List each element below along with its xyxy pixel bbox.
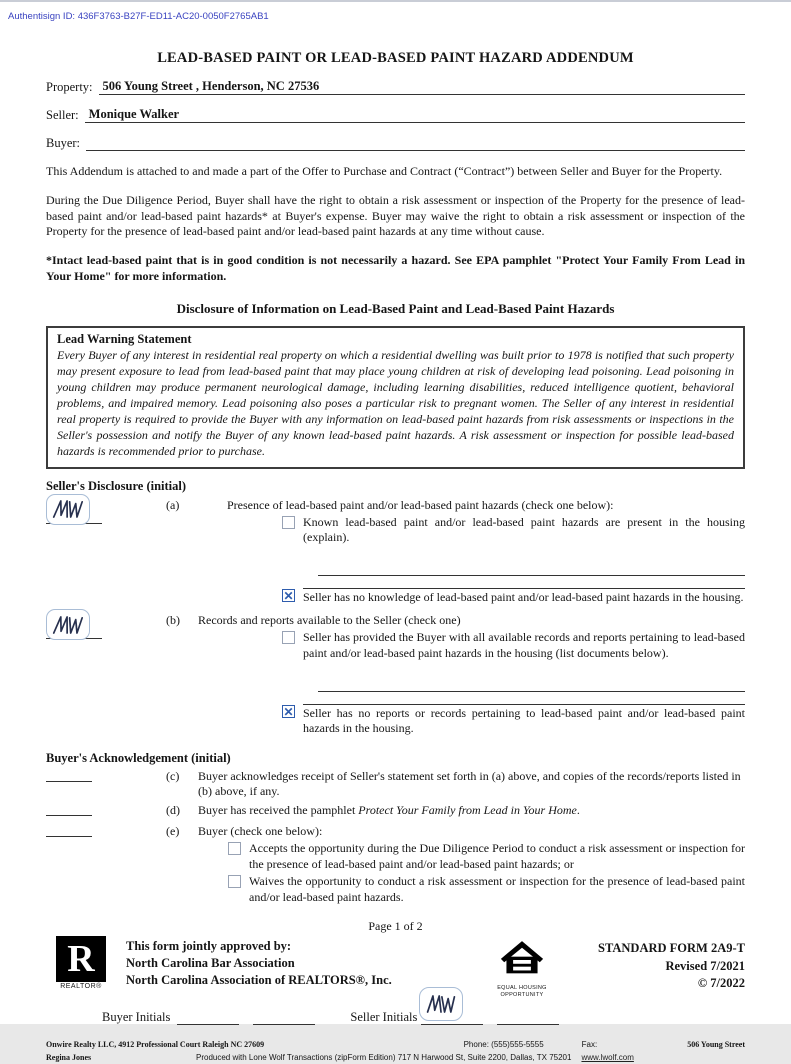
buyer-row (46, 135, 745, 151)
initials-row (102, 1009, 745, 1025)
buyer-field[interactable] (86, 135, 745, 151)
paragraph-due-diligence: During the Due Diligence Period, Buyer shall have the right to obtain a risk assessment or inspection of the Property for the presence of lead-based paint and/or lead-based paint hazards* at Buyer's expense. Buyer may waive the right to obtain a risk assessment or inspection of the Property for the presence of lead-based paint and/or lead-based paint hazards at any time without cause. (46, 192, 745, 239)
item-b-option-no-records (282, 704, 745, 737)
item-a-option-no-knowledge-label: Seller has no knowledge of lead-based paint and/or lead-based paint hazards in the housing. (303, 589, 744, 604)
produced-with-text: Produced with Lone Wolf Transactions (zipForm Edition) 717 N Harwood St, Suite 2200, Dallas, TX 75201 (196, 1052, 572, 1062)
fineprint (46, 1039, 745, 1064)
lead-warning-body: Every Buyer of any interest in residential real property on which a residential dwelling was built prior to 1978 is notified that such property may present exposure to lead from lead-based paint that may place young children at risk of developing lead poisoning. Lead poisoning in young children may produce permanent neurological damage, including learning disabilities, reduced intelligence quotient, behavioral problems, and impaired memory. Lead poisoning also poses a particular risk to pregnant women. The Seller of any interest in residential real property is required to provide the Buyer with any information on lead-based paint hazards from risk assessments or inspections in the Seller's possession and notify the Buyer of any known lead-based paint hazards. A risk assessment or inspection for possible lead-based hazards is recommended prior to purchase. (57, 347, 734, 458)
footer (46, 936, 745, 998)
eho-label-line1: EQUAL HOUSING (497, 985, 547, 992)
approved-line-3: North Carolina Association of REALTORS®, Inc. (126, 973, 392, 988)
approved-line-2: North Carolina Bar Association (126, 956, 295, 971)
pamphlet-title: Protect Your Family from Lead in Your Home (358, 802, 577, 817)
form-copyright: © 7/2022 (697, 976, 745, 991)
lead-warning-box (46, 326, 745, 469)
seller-disclosure-heading: Seller's Disclosure (initial) (46, 478, 187, 493)
buyer-initial-line-d[interactable] (46, 803, 92, 816)
seller-row (46, 107, 745, 123)
checkbox-no-knowledge[interactable] (282, 589, 295, 602)
seller-initials-signature[interactable] (46, 494, 90, 525)
property-label: Property: (46, 80, 93, 94)
item-b-intro: Records and reports available to the Seller (check one) (198, 613, 461, 628)
item-b-option-provided-label: Seller has provided the Buyer with all available records and reports pertaining to lead-based paint and/or lead-based paint hazards in the housing (list documents below). (303, 630, 745, 661)
property-reference: 506 Young Street (687, 1039, 745, 1049)
checkbox-waives[interactable] (228, 875, 241, 888)
lwolf-link[interactable]: www.lwolf.com (581, 1052, 634, 1062)
fax-label: Fax: (581, 1039, 598, 1049)
buyer-label: Buyer: (46, 136, 81, 150)
equal-housing-logo (477, 936, 567, 998)
item-e-option-waives-label: Waives the opportunity to conduct a risk assessment or inspection for the presence of lead-based paint and/or lead-based paint hazards. (249, 874, 745, 904)
agent-name: Regina Jones (46, 1052, 92, 1062)
page-title: LEAD-BASED PAINT OR LEAD-BASED PAINT HAZARD ADDENDUM (157, 50, 634, 66)
item-b-option-provided (282, 630, 745, 661)
buyer-initial-line-c[interactable] (46, 769, 92, 782)
item-a-intro: Presence of lead-based paint and/or lead-based paint hazards (check one below): (227, 497, 614, 512)
seller-initial-a[interactable] (46, 498, 126, 606)
brokerage-office: Onwire Realty LLC, 4912 Professional Court Raleigh NC 27609 (46, 1039, 265, 1049)
item-b-letter: (b) (166, 613, 180, 628)
page-number: Page 1 of 2 (368, 919, 423, 934)
paragraph-intact-paint: *Intact lead-based paint that is in good condition is not necessarily a hazard. See EPA pamphlet "Protect Your Family From Lead in Your Home" for more information. (46, 253, 745, 284)
checkbox-no-records[interactable] (282, 705, 295, 718)
eho-label-line2: OPPORTUNITY (500, 991, 544, 998)
item-e-option-accepts-label: Accepts the opportunity during the Due Diligence Period to conduct a risk assessment or inspection for the presence of lead-based paint and/or lead-based paint hazards; or (249, 840, 745, 871)
approved-line-1: This form jointly approved by: (126, 939, 292, 954)
seller-label: Seller: (46, 108, 79, 122)
lead-warning-title: Lead Warning Statement (57, 331, 192, 346)
paragraph-addendum: This Addendum is attached to and made a part of the Offer to Purchase and Contract (“Contract”) between Seller and Buyer for the Property. (46, 164, 723, 178)
disclosure-heading: Disclosure of Information on Lead-Based Paint and Lead-Based Paint Hazards (176, 300, 615, 316)
item-a-option-known-label: Known lead-based paint and/or lead-based paint hazards are present in the housing (explain). (303, 514, 745, 545)
item-d-text-before: Buyer has received the pamphlet (198, 802, 359, 817)
item-a-option-known (282, 515, 745, 546)
realtor-r-icon: R (56, 936, 106, 982)
seller-initial-b[interactable] (46, 613, 126, 736)
checkbox-known-hazards[interactable] (282, 516, 295, 529)
disclosure-item-a (46, 498, 745, 606)
item-c-text: Buyer acknowledges receipt of Seller's statement set forth in (a) above, and copies of the records/reports listed in (b) above, if any. (198, 768, 741, 799)
buyer-initials-line-1[interactable] (177, 1009, 239, 1025)
realtor-logo-label: REALTOR® (60, 983, 102, 991)
disclosure-item-b (46, 613, 745, 736)
ack-item-c (46, 769, 745, 800)
standard-form-block (567, 936, 745, 998)
item-d-text (198, 803, 745, 821)
seller-field[interactable]: Monique Walker (85, 107, 745, 123)
explain-line-1[interactable] (318, 562, 745, 576)
ack-item-e (46, 824, 745, 905)
ack-item-d (46, 803, 745, 821)
property-field[interactable]: 506 Young Street , Henderson, NC 27536 (99, 79, 745, 95)
item-e-option-accepts (228, 841, 745, 872)
property-row (46, 79, 745, 95)
buyer-initials-label: Buyer Initials (102, 1009, 171, 1024)
equal-housing-house-icon (499, 940, 545, 980)
mw-signature-icon (50, 614, 86, 636)
item-d-letter: (d) (166, 802, 180, 817)
seller-initials-line-2[interactable] (497, 1009, 559, 1025)
documents-line-1[interactable] (318, 678, 745, 692)
form-revised: Revised 7/2021 (665, 958, 745, 973)
mw-signature-icon (50, 498, 86, 520)
mw-signature-icon (424, 993, 458, 1015)
authentisign-id: Authentisign ID: 436F3763-B27F-ED11-AC20-0050F2765AB1 (8, 11, 269, 22)
seller-initials-signature[interactable] (46, 609, 90, 640)
item-a-option-no-knowledge (282, 588, 745, 606)
realtor-logo (50, 936, 112, 998)
seller-initials-label: Seller Initials (350, 1009, 418, 1024)
item-a-letter: (a) (166, 497, 180, 512)
item-e-letter: (e) (166, 823, 180, 838)
buyer-initial-line-e[interactable] (46, 824, 92, 837)
item-b-option-no-records-label: Seller has no reports or records pertaining to lead-based paint and/or lead-based paint hazards in the housing. (303, 705, 745, 736)
checkbox-records-provided[interactable] (282, 631, 295, 644)
seller-initials-signature[interactable] (419, 987, 463, 1021)
item-e-option-waives (228, 874, 745, 905)
phone-label: Phone: (555)555-5555 (463, 1039, 544, 1049)
buyer-ack-heading: Buyer's Acknowledgement (initial) (46, 750, 231, 765)
item-e-intro: Buyer (check one below): (198, 823, 323, 838)
checkbox-accepts[interactable] (228, 842, 241, 855)
item-d-text-after: . (576, 802, 580, 817)
item-c-letter: (c) (166, 768, 180, 783)
seller-initials-line-1[interactable] (421, 1009, 483, 1025)
buyer-initials-line-2[interactable] (253, 1009, 315, 1025)
form-code: STANDARD FORM 2A9-T (598, 941, 745, 956)
